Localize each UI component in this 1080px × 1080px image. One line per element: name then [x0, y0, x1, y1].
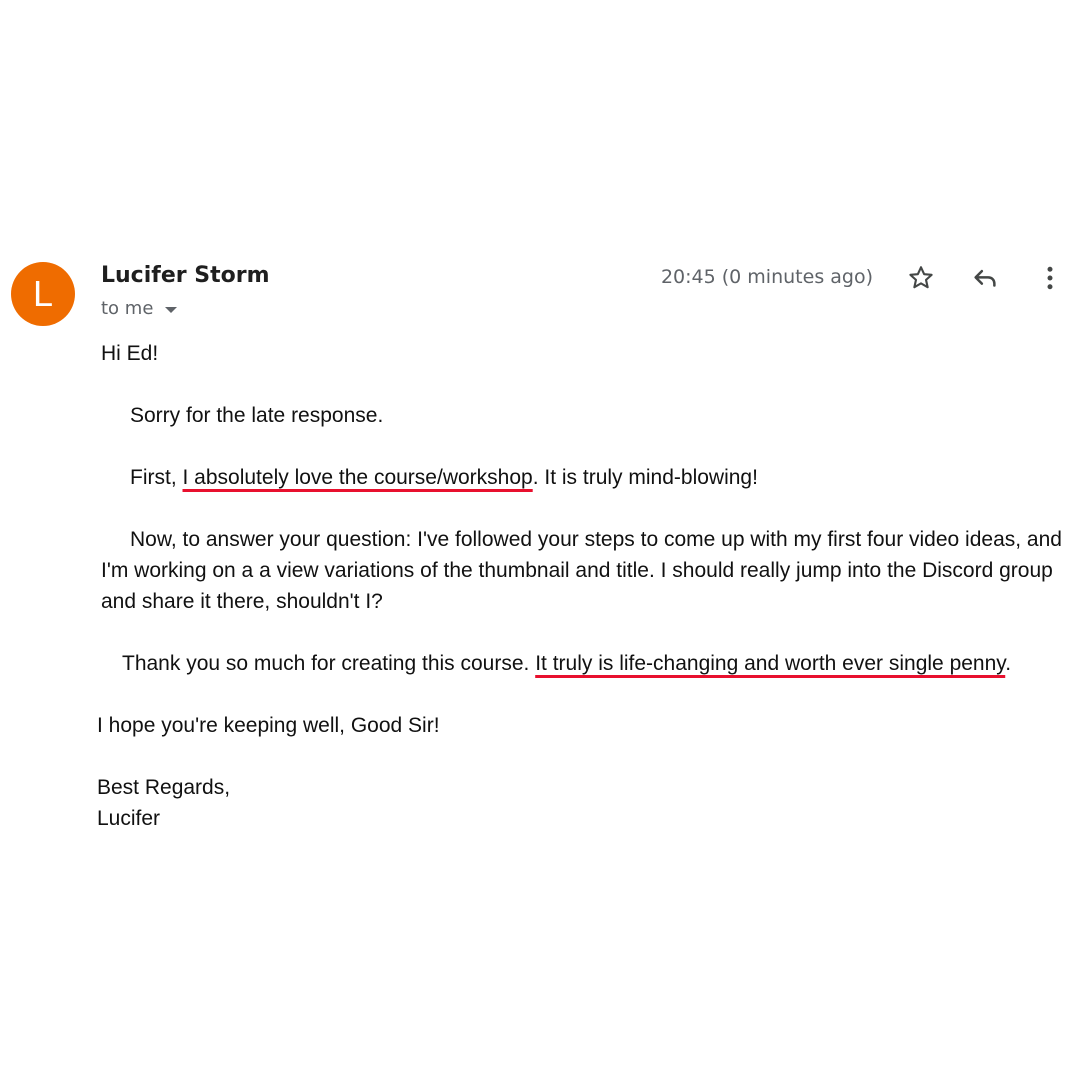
recipient-label: to me — [101, 298, 154, 319]
more-vert-icon[interactable] — [1035, 263, 1065, 293]
star-icon[interactable] — [906, 263, 936, 293]
underlined-phrase: It truly is life-changing and worth ever single penny — [535, 652, 1006, 675]
paragraph-wellwish: I hope you're keeping well, Good Sir! — [97, 714, 440, 737]
text-segment: First, — [130, 466, 183, 489]
text-segment: . It is truly mind-blowing! — [532, 466, 758, 489]
text-segment: Thank you so much for creating this course. — [122, 652, 536, 675]
closing: Best Regards, — [97, 776, 231, 799]
caret-down-icon[interactable] — [165, 307, 177, 313]
message-timestamp: 20:45 (0 minutes ago) — [660, 266, 873, 288]
underlined-phrase: I absolutely love the course/workshop — [182, 466, 533, 489]
message-body — [97, 338, 1066, 834]
text-segment: . — [1005, 652, 1012, 675]
reply-icon[interactable] — [970, 263, 1000, 293]
paragraph-first — [101, 462, 1066, 493]
paragraph-answer: Now, to answer your question: I've followed your steps to come up with my first four video ideas, and I'm working on a a view variations of the thumbnail and title. I should really jump into the Discord group and share it there, shouldn't I? — [101, 528, 1062, 613]
recipient-details-toggle[interactable] — [101, 298, 177, 319]
sender-name[interactable]: Lucifer Storm — [101, 263, 270, 288]
paragraph-thanks — [97, 648, 1066, 679]
sender-avatar[interactable]: L — [11, 262, 75, 326]
paragraph-apology: Sorry for the late response. — [130, 404, 384, 427]
greeting: Hi Ed! — [101, 342, 159, 365]
signature: Lucifer — [97, 807, 161, 830]
